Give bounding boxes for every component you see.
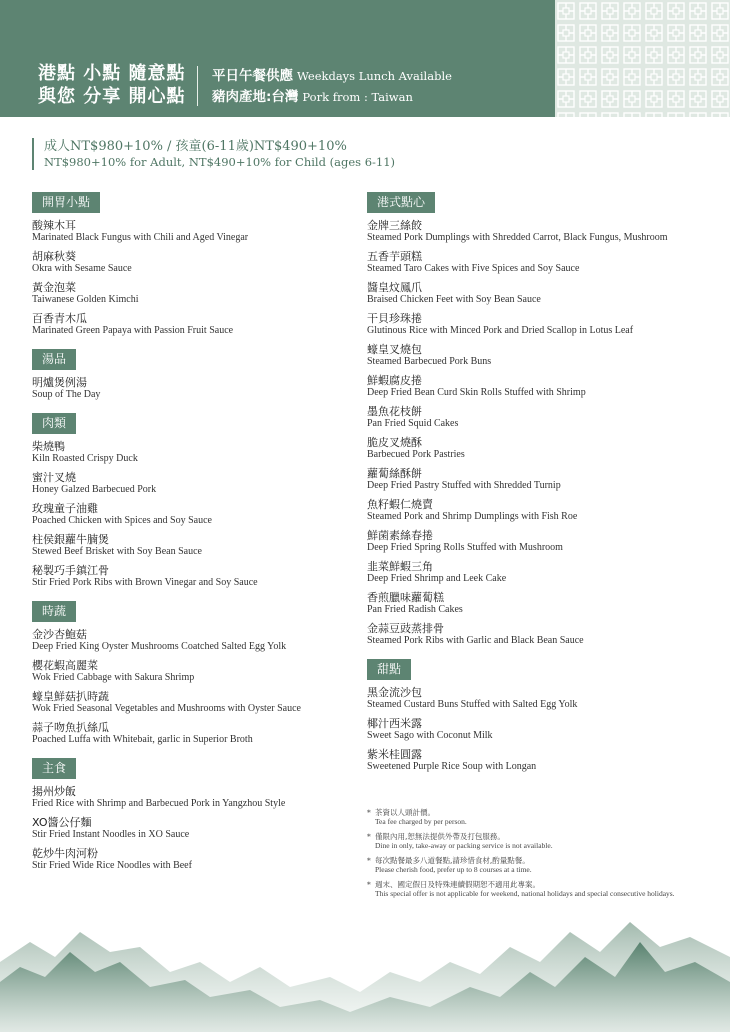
menu-item-name-zh: 黑金流沙包 bbox=[367, 686, 422, 699]
menu-item bbox=[32, 312, 362, 337]
menu-section bbox=[32, 409, 362, 589]
menu-item-name-zh: 干貝珍珠捲 bbox=[367, 312, 422, 325]
menu-item bbox=[32, 471, 362, 496]
menu-item-name-zh: 蒜子吻魚扒絲瓜 bbox=[32, 721, 109, 734]
section-label: 湯品 bbox=[32, 349, 76, 370]
menu-item-name-en: Wok Fried Cabbage with Sakura Shrimp bbox=[32, 672, 195, 683]
menu-left-column bbox=[32, 188, 362, 880]
section-label: 開胃小點 bbox=[32, 192, 100, 213]
section-label: 港式點心 bbox=[367, 192, 435, 213]
menu-item bbox=[32, 250, 362, 275]
note-zh: 僅限內用,恕無法提供外帶及打包服務。 bbox=[375, 832, 505, 841]
menu-item bbox=[32, 690, 362, 715]
menu-item-name-en: Deep Fried Pastry Stuffed with Shredded Turnip bbox=[367, 480, 561, 491]
menu-item-name-zh: 柴燒鴨 bbox=[32, 440, 65, 453]
header-info bbox=[212, 66, 452, 108]
menu-item-name-zh: 鮮蝦腐皮捲 bbox=[367, 374, 422, 387]
menu-item bbox=[367, 560, 722, 585]
menu-item bbox=[32, 816, 362, 841]
header-banner bbox=[0, 0, 730, 117]
asterisk-icon: * bbox=[367, 856, 371, 865]
note-item bbox=[367, 808, 722, 826]
menu-item-name-en: Sweet Sago with Coconut Milk bbox=[367, 730, 493, 741]
menu-item-name-en: Soup of The Day bbox=[32, 389, 101, 400]
menu-item-name-zh: 柱侯銀蘿牛腩煲 bbox=[32, 533, 109, 546]
menu-item-name-en: Steamed Pork Dumplings with Shredded Carrot, Black Fungus, Mushroom bbox=[367, 232, 668, 243]
menu-item-name-zh: 玫瑰童子油雞 bbox=[32, 502, 98, 515]
price-block bbox=[32, 138, 395, 170]
asterisk-icon: * bbox=[367, 832, 371, 841]
section-label: 主食 bbox=[32, 758, 76, 779]
note-zh: 每次點餐最多八道餐點,請珍惜食材,酌量點餐。 bbox=[375, 856, 530, 865]
mountain-landscape bbox=[0, 902, 730, 1032]
note-en: Dine in only, take-away or packing service is not available. bbox=[375, 841, 553, 850]
note-zh: 茶資以人頭計價。 bbox=[375, 808, 435, 817]
menu-section bbox=[367, 188, 722, 647]
menu-item-name-zh: 揚州炒飯 bbox=[32, 785, 76, 798]
menu-item bbox=[32, 785, 362, 810]
menu-item-name-en: Kiln Roasted Crispy Duck bbox=[32, 453, 138, 464]
menu-item-name-en: Steamed Pork Ribs with Garlic and Black Bean Sauce bbox=[367, 635, 584, 646]
menu-item bbox=[367, 250, 722, 275]
menu-item-name-en: Deep Fried Bean Curd Skin Rolls Stuffed with Shrimp bbox=[367, 387, 586, 398]
menu-item-name-zh: 百香青木瓜 bbox=[32, 312, 87, 325]
menu-item-name-zh: 明爐煲例湯 bbox=[32, 376, 87, 389]
menu-item-name-en: Stir Fried Instant Noodles in XO Sauce bbox=[32, 829, 190, 840]
price-zh: 成人NT$980+10% / 孩童(6-11歲)NT$490+10% bbox=[44, 139, 347, 154]
menu-right-column bbox=[367, 188, 722, 781]
menu-item bbox=[32, 440, 362, 465]
menu-item-name-en: Deep Fried Shrimp and Leek Cake bbox=[367, 573, 507, 584]
menu-item-name-zh: 金沙杏鮑菇 bbox=[32, 628, 87, 641]
menu-item-name-zh: 椰汁西米露 bbox=[367, 717, 422, 730]
menu-item bbox=[32, 281, 362, 306]
menu-item bbox=[367, 343, 722, 368]
menu-item bbox=[367, 312, 722, 337]
menu-item bbox=[32, 376, 362, 401]
menu-item bbox=[367, 717, 722, 742]
menu-item-name-zh: 金牌三絲餃 bbox=[367, 219, 422, 232]
menu-item-name-zh: 乾炒牛肉河粉 bbox=[32, 847, 98, 860]
menu-item-name-en: Wok Fried Seasonal Vegetables and Mushrooms with Oyster Sauce bbox=[32, 703, 301, 714]
menu-item bbox=[32, 502, 362, 527]
menu-item-name-en: Steamed Pork and Shrimp Dumplings with Fish Roe bbox=[367, 511, 578, 522]
menu-item-name-zh: 蠔皇叉燒包 bbox=[367, 343, 422, 356]
menu-section bbox=[367, 655, 722, 773]
menu-item-name-zh: XO醬公仔麵 bbox=[32, 816, 92, 829]
note-zh: 週末、國定假日及特殊連續假期恕不適用此專案。 bbox=[375, 880, 540, 889]
menu-item-name-en: Honey Galzed Barbecued Pork bbox=[32, 484, 157, 495]
menu-item bbox=[367, 591, 722, 616]
menu-item-name-en: Taiwanese Golden Kimchi bbox=[32, 294, 139, 305]
menu-item-name-en: Steamed Barbecued Pork Buns bbox=[367, 356, 492, 367]
weekday-en: Weekdays Lunch Available bbox=[297, 69, 452, 83]
menu-section bbox=[32, 188, 362, 337]
menu-item-name-en: Marinated Black Fungus with Chili and Aged Vinegar bbox=[32, 232, 249, 243]
menu-section bbox=[32, 597, 362, 746]
menu-item bbox=[367, 281, 722, 306]
menu-item bbox=[32, 721, 362, 746]
menu-item bbox=[367, 405, 722, 430]
menu-item-name-en: Steamed Taro Cakes with Five Spices and Soy Sauce bbox=[367, 263, 580, 274]
note-en: Tea fee charged by per person. bbox=[375, 817, 467, 826]
menu-item-name-en: Stir Fried Pork Ribs with Brown Vinegar and Soy Sauce bbox=[32, 577, 258, 588]
menu-item-name-zh: 脆皮叉燒酥 bbox=[367, 436, 422, 449]
menu-item-name-en: Pan Fried Radish Cakes bbox=[367, 604, 463, 615]
section-label: 肉類 bbox=[32, 413, 76, 434]
menu-item-name-en: Braised Chicken Feet with Soy Bean Sauce bbox=[367, 294, 541, 305]
menu-item bbox=[367, 748, 722, 773]
pork-origin-zh: 豬肉產地:台灣 bbox=[212, 89, 299, 105]
menu-item-name-zh: 五香芋頭糕 bbox=[367, 250, 422, 263]
menu-item-name-zh: 酸辣木耳 bbox=[32, 219, 76, 232]
menu-item bbox=[367, 498, 722, 523]
slogan-line-1: 港點 小點 隨意點 bbox=[38, 63, 186, 84]
menu-item-name-zh: 秘製巧手鎮江骨 bbox=[32, 564, 109, 577]
menu-item bbox=[32, 564, 362, 589]
menu-item-name-zh: 墨魚花枝餅 bbox=[367, 405, 422, 418]
menu-item-name-zh: 紫米桂圓露 bbox=[367, 748, 422, 761]
section-label: 甜點 bbox=[367, 659, 411, 680]
menu-item-name-en: Poached Chicken with Spices and Soy Sauce bbox=[32, 515, 212, 526]
note-item bbox=[367, 832, 722, 850]
menu-item-name-zh: 韭菜鮮蝦三角 bbox=[367, 560, 433, 573]
note-item bbox=[367, 880, 722, 898]
menu-item-name-zh: 醬皇炆鳳爪 bbox=[367, 281, 422, 294]
menu-item-name-zh: 金蒜豆豉蒸排骨 bbox=[367, 622, 444, 635]
menu-item-name-en: Steamed Custard Buns Stuffed with Salted Egg Yolk bbox=[367, 699, 578, 710]
menu-item bbox=[367, 622, 722, 647]
slogan bbox=[38, 62, 186, 108]
menu-item-name-en: Stir Fried Wide Rice Noodles with Beef bbox=[32, 860, 192, 871]
menu-item-name-en: Fried Rice with Shrimp and Barbecued Pork in Yangzhou Style bbox=[32, 798, 286, 809]
menu-item-name-en: Barbecued Pork Pastries bbox=[367, 449, 465, 460]
menu-item bbox=[32, 533, 362, 558]
menu-item bbox=[32, 219, 362, 244]
menu-item-name-en: Pan Fried Squid Cakes bbox=[367, 418, 459, 429]
notes bbox=[367, 808, 722, 904]
slogan-line-2: 與您 分享 開心點 bbox=[38, 86, 186, 107]
note-item bbox=[367, 856, 722, 874]
menu-item-name-en: Deep Fried Spring Rolls Stuffed with Mushroom bbox=[367, 542, 563, 553]
menu-item-name-zh: 胡麻秋葵 bbox=[32, 250, 76, 263]
note-en: This special offer is not applicable for weekend, national holidays and special consecutive holidays. bbox=[375, 889, 675, 898]
menu-item bbox=[367, 686, 722, 711]
asterisk-icon: * bbox=[367, 880, 371, 889]
header-divider bbox=[197, 66, 198, 106]
menu-item-name-en: Okra with Sesame Sauce bbox=[32, 263, 132, 274]
menu-item bbox=[367, 436, 722, 461]
menu-item-name-zh: 香煎臘味蘿蔔糕 bbox=[367, 591, 444, 604]
menu-item-name-zh: 蘿蔔絲酥餅 bbox=[367, 467, 422, 480]
weekday-zh: 平日午餐供應 bbox=[212, 68, 293, 84]
menu-item-name-en: Deep Fried King Oyster Mushrooms Coatched Salted Egg Yolk bbox=[32, 641, 287, 652]
menu-item-name-zh: 櫻花蝦高麗菜 bbox=[32, 659, 98, 672]
menu-item-name-en: Glutinous Rice with Minced Pork and Dried Scallop in Lotus Leaf bbox=[367, 325, 634, 336]
pork-origin-en: Pork from : Taiwan bbox=[302, 90, 413, 104]
menu-item bbox=[367, 529, 722, 554]
menu-item-name-zh: 鮮菌素絲春捲 bbox=[367, 529, 433, 542]
menu-item-name-zh: 蠔皇鮮菇扒時蔬 bbox=[32, 690, 109, 703]
menu-item-name-en: Sweetened Purple Rice Soup with Longan bbox=[367, 761, 537, 772]
menu-item-name-en: Stewed Beef Brisket with Soy Bean Sauce bbox=[32, 546, 202, 557]
menu-item-name-en: Marinated Green Papaya with Passion Fruit Sauce bbox=[32, 325, 234, 336]
note-en: Please cherish food, prefer up to 8 courses at a time. bbox=[375, 865, 532, 874]
price-en: NT$980+10% for Adult, NT$490+10% for Child (ages 6-11) bbox=[44, 155, 396, 169]
menu-section bbox=[32, 754, 362, 872]
asterisk-icon: * bbox=[367, 808, 371, 817]
menu-item bbox=[32, 847, 362, 872]
menu-item-name-zh: 魚籽蝦仁燒賣 bbox=[367, 498, 433, 511]
section-label: 時蔬 bbox=[32, 601, 76, 622]
menu-item-name-en: Poached Luffa with Whitebait, garlic in Superior Broth bbox=[32, 734, 253, 745]
menu-item-name-zh: 黃金泡菜 bbox=[32, 281, 76, 294]
menu-item bbox=[32, 628, 362, 653]
menu-item bbox=[367, 219, 722, 244]
menu-item-name-zh: 蜜汁叉燒 bbox=[32, 471, 76, 484]
menu-item bbox=[32, 659, 362, 684]
menu-item bbox=[367, 374, 722, 399]
lattice-pattern bbox=[555, 0, 730, 117]
menu-item bbox=[367, 467, 722, 492]
menu-section bbox=[32, 345, 362, 401]
